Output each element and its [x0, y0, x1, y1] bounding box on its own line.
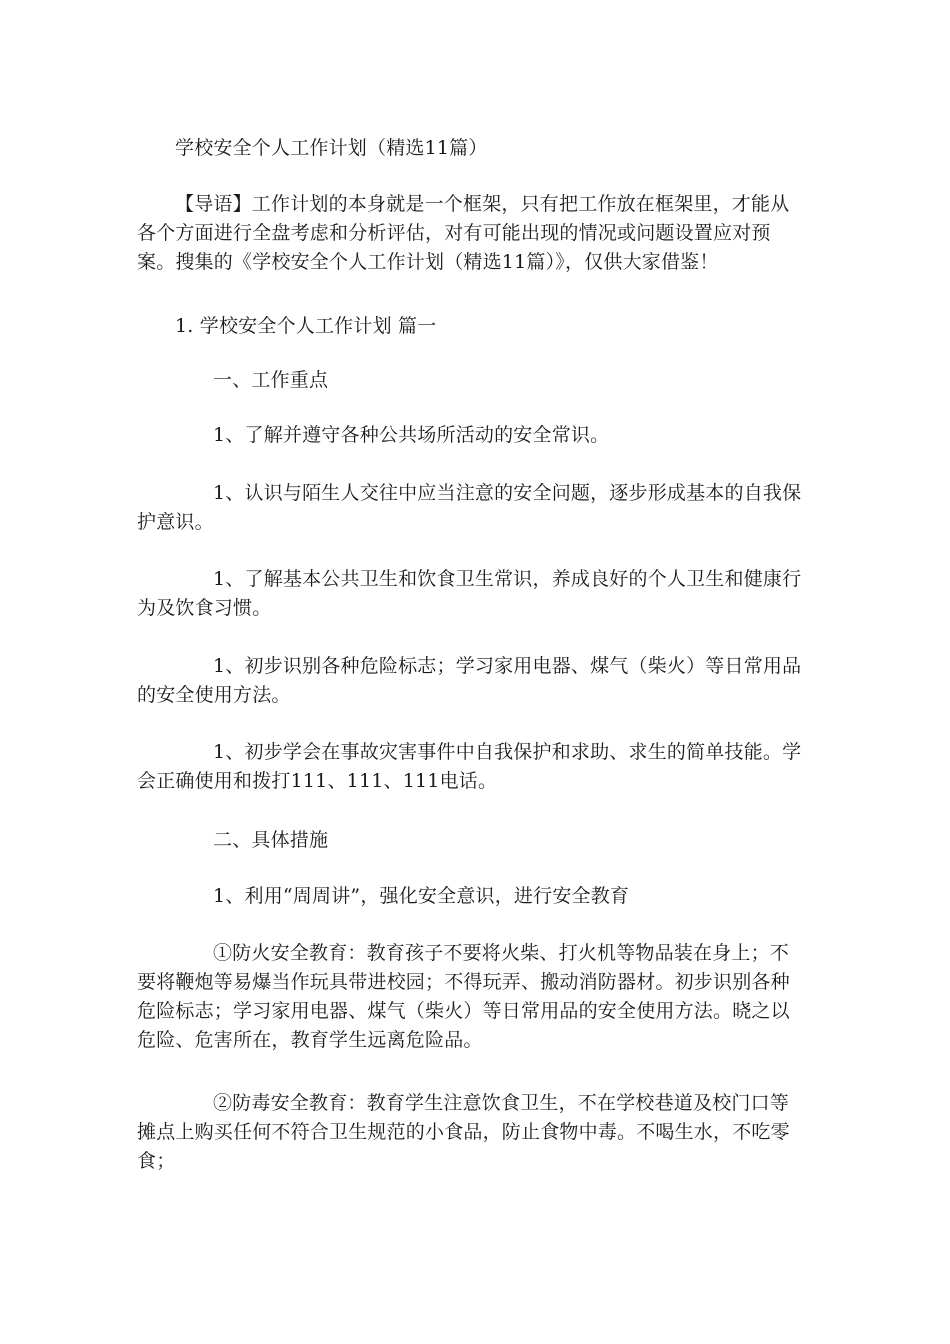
document-title: 学校安全个人工作计划（精选11篇） [175, 137, 488, 159]
part1-heading: 一、工作重点 [213, 369, 329, 391]
intro-paragraph: 【导语】工作计划的本身就是一个框架，只有把工作放在框架里，才能从各个方面进行全盘考虑和分析评估，对有可能出现的情况或问题设置应对预案。搜集的《学校安全个人工作计划（精选11篇）》，仅供大家借鉴！ [137, 193, 790, 273]
fire-safety-paragraph: ①防火安全教育：教育孩子不要将火柴、打火机等物品装在身上；不要将鞭炮等易爆当作玩具带进校园；不得玩弄、搬动消防器材。初步识别各种危险标志；学习家用电器、煤气（柴火）等日常用品的安全使用方法。晓之以危险、危害所在，教育学生远离危险品。 [137, 942, 790, 1051]
part2-item: 1、利用“周周讲”，强化安全意识，进行安全教育 [213, 885, 630, 907]
section-heading: 1. 学校安全个人工作计划 篇一 [175, 315, 437, 337]
part1-item: 1、了解并遵守各种公共场所活动的安全常识。 [213, 424, 610, 446]
poison-safety-paragraph: ②防毒安全教育：教育学生注意饮食卫生，不在学校巷道及校门口等摊点上购买任何不符合卫生规范的小食品，防止食物中毒。不喝生水，不吃零食； [137, 1092, 790, 1172]
part2-heading: 二、具体措施 [213, 829, 329, 851]
part1-item: 1、初步识别各种危险标志；学习家用电器、煤气（柴火）等日常用品的安全使用方法。 [137, 655, 802, 706]
part1-item: 1、初步学会在事故灾害事件中自我保护和求助、求生的简单技能。学会正确使用和拨打111、111、111电话。 [137, 741, 802, 792]
part1-item: 1、了解基本公共卫生和饮食卫生常识，养成良好的个人卫生和健康行为及饮食习惯。 [137, 568, 802, 619]
part1-item: 1、认识与陌生人交往中应当注意的安全问题，逐步形成基本的自我保护意识。 [137, 482, 802, 533]
